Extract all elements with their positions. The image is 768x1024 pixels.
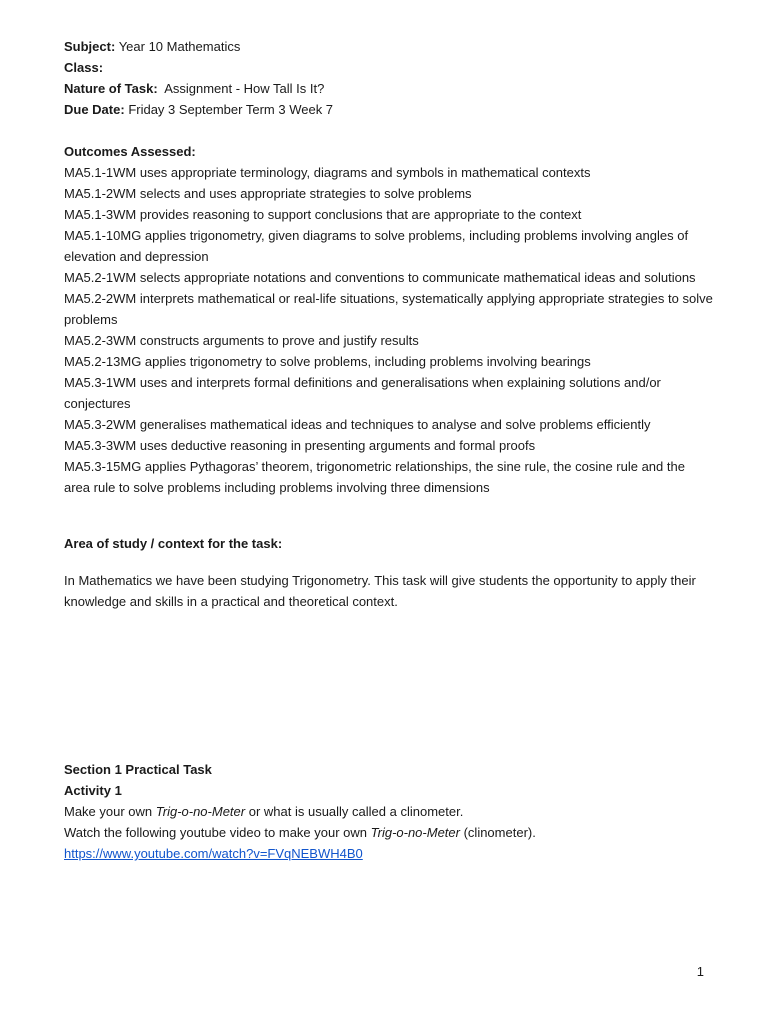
activity-line-2: [64, 822, 714, 843]
document-page: [64, 36, 714, 864]
activity-line-1-em: Trig-o-no-Meter: [155, 804, 246, 819]
due-date-value: Friday 3 September Term 3 Week 7: [128, 102, 334, 117]
page-number: 1: [696, 964, 704, 979]
youtube-video-link[interactable]: https://www.youtube.com/watch?v=FVqNEBWH4B0: [64, 846, 363, 861]
context-heading-text: Area of study / context for the task:: [64, 536, 283, 551]
outcome-item: MA5.2-1WM selects appropriate notations and conventions to communicate mathematical ideas and solutions: [64, 270, 696, 285]
class-line: [64, 57, 714, 78]
activity-line-1-pre: Make your own: [64, 804, 156, 819]
outcome-item: MA5.1-1WM uses appropriate terminology, diagrams and symbols in mathematical contexts: [64, 165, 591, 180]
outcome-item: MA5.2-13MG applies trigonometry to solve problems, including problems involving bearings: [64, 354, 591, 369]
due-date-line: [64, 99, 714, 120]
subject-label: Subject:: [64, 39, 116, 54]
outcome-item: MA5.3-15MG applies Pythagoras’ theorem, trigonometric relationships, the sine rule, the cosine rule and the area rule to solve problems including problems involving three dimensions: [64, 459, 685, 495]
video-link-line: [64, 843, 714, 864]
subject-line: [64, 36, 714, 57]
outcome-item: MA5.3-2WM generalises mathematical ideas and techniques to analyse and solve problems efficiently: [64, 417, 651, 432]
section1-heading-text: Section 1 Practical Task: [64, 762, 212, 777]
outcomes-heading: [64, 141, 714, 162]
outcome-item: MA5.2-2WM interprets mathematical or real-life situations, systematically applying appropriate strategies to solve problems: [64, 291, 713, 327]
task-line: [64, 78, 714, 99]
outcome-item: MA5.1-2WM selects and uses appropriate strategies to solve problems: [64, 186, 472, 201]
activity-line-1-post: or what is usually called a clinometer.: [245, 804, 464, 819]
activity-line-2-post: (clinometer).: [459, 825, 536, 840]
activity-heading-text: Activity 1: [64, 783, 122, 798]
outcome-item: MA5.3-1WM uses and interprets formal definitions and generalisations when explaining solutions and/or conjectures: [64, 375, 661, 411]
task-label: Nature of Task:: [64, 81, 158, 96]
activity-line-2-pre: Watch the following youtube video to make your own: [64, 825, 371, 840]
context-paragraph: In Mathematics we have been studying Trigonometry. This task will give students the opportunity to apply their knowledge and skills in a practical and theoretical context.: [64, 573, 696, 609]
context-heading: [64, 533, 714, 554]
activity-heading: [64, 780, 714, 801]
outcome-item: MA5.3-3WM uses deductive reasoning in presenting arguments and formal proofs: [64, 438, 536, 453]
activity-line-1: [64, 801, 714, 822]
outcome-item: MA5.2-3WM constructs arguments to prove and justify results: [64, 333, 419, 348]
section1-heading: [64, 759, 714, 780]
subject-value: Year 10 Mathematics: [118, 39, 241, 54]
outcomes-list: [64, 162, 714, 498]
outcome-item: MA5.1-3WM provides reasoning to support conclusions that are appropriate to the context: [64, 207, 582, 222]
class-label: Class:: [64, 60, 104, 75]
outcomes-heading-text: Outcomes Assessed:: [64, 144, 196, 159]
outcome-item: MA5.1-10MG applies trigonometry, given diagrams to solve problems, including problems involving angles of elevation and depression: [64, 228, 689, 264]
due-date-label: Due Date:: [64, 102, 125, 117]
task-value: Assignment - How Tall Is It?: [164, 81, 325, 96]
activity-line-2-em: Trig-o-no-Meter: [370, 825, 460, 840]
